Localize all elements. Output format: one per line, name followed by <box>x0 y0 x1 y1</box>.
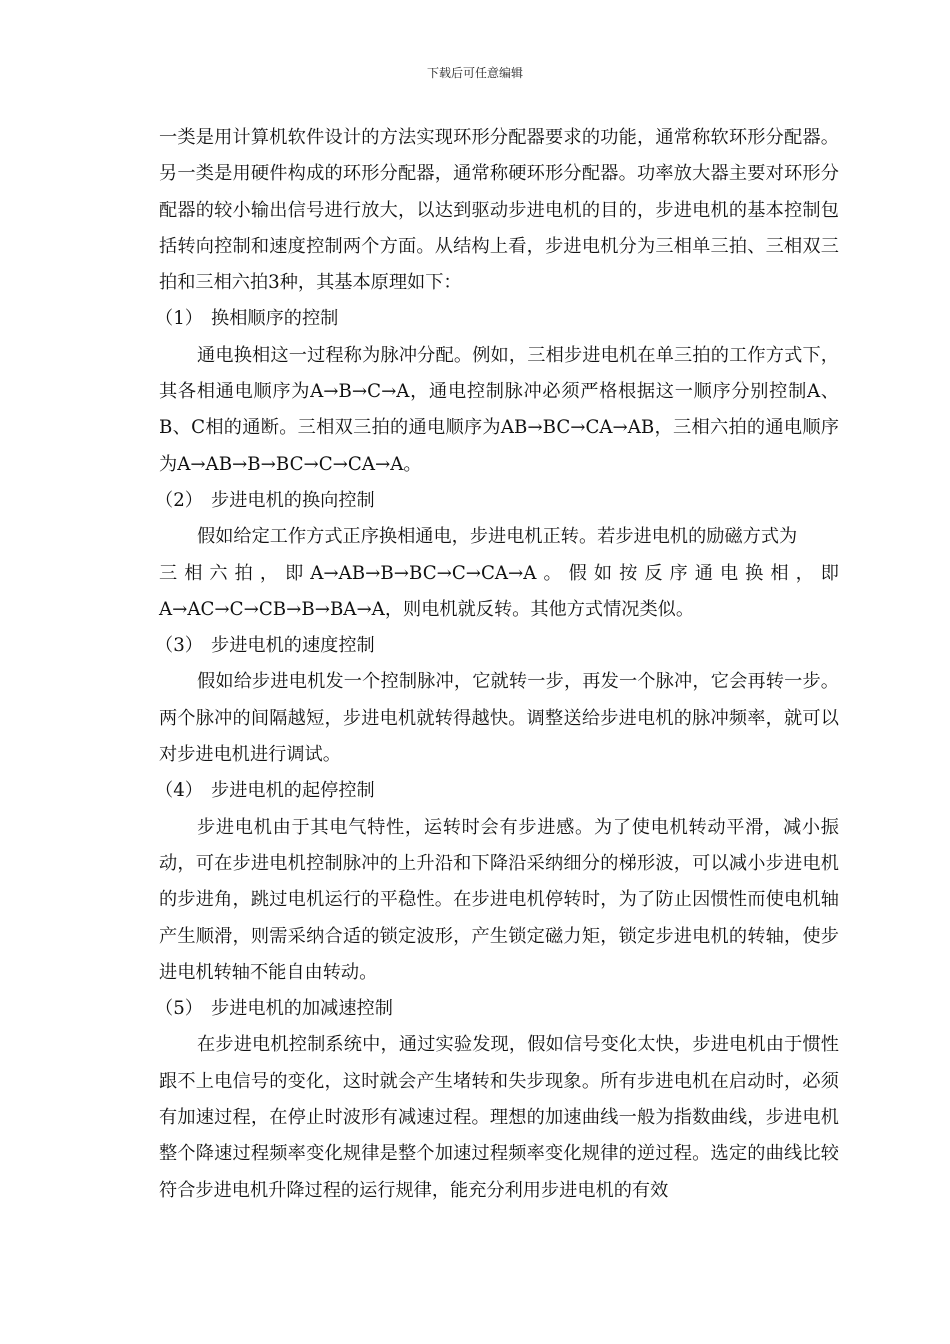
section-paragraph-2-line-3: A→AC→C→CB→B→BA→A，则电机就反转。其他方式情况类似。 <box>159 598 695 620</box>
section-number: （5） <box>155 998 203 1020</box>
section-title: 步进电机的速度控制 <box>211 635 375 657</box>
section-paragraph-1: 通电换相这一过程称为脉冲分配。例如，三相步进电机在单三拍的工作方式下，其各相通电顺序为A→B→C→A，通电控制脉冲必须严格根据这一顺序分别控制A、B、C相的通断。三相双三拍的通电顺序为AB→BC→CA→AB，三相六拍的通电顺序为A→AB→B→BC→C→CA→A。 <box>159 344 839 475</box>
section-heading-2 <box>155 483 839 519</box>
document-body <box>155 120 839 1209</box>
intro-paragraph: 一类是用计算机软件设计的方法实现环形分配器要求的功能，通常称软环形分配器。另一类是用硬件构成的环形分配器，通常称硬环形分配器。功率放大器主要对环形分配器的较小输出信号进行放大，以达到驱动步进电机的目的，步进电机的基本控制包括转向控制和速度控制两个方面。从结构上看，步进电机分为三相单三拍、三相双三拍和三相六拍3种，其基本原理如下： <box>159 127 839 294</box>
section-title: 换相顺序的控制 <box>211 308 339 330</box>
section-paragraph-5: 在步进电机控制系统中，通过实验发现，假如信号变化太快，步进电机由于惯性跟不上电信号的变化，这时就会产生堵转和失步现象。所有步进电机在启动时，必须有加速过程，在停止时波形有减速过程。理想的加速曲线一般为指数曲线，步进电机整个降速过程频率变化规律是整个加速过程频率变化规律的逆过程。选定的曲线比较符合步进电机升降过程的运行规律，能充分利用步进电机的有效 <box>159 1034 839 1201</box>
section-title: 步进电机的起停控制 <box>211 780 375 802</box>
section-title: 步进电机的加减速控制 <box>211 998 393 1020</box>
section-paragraph-4: 步进电机由于其电气特性，运转时会有步进感。为了使电机转动平滑，减小振动，可在步进电机控制脉冲的上升沿和下降沿采纳细分的梯形波，可以减小步进电机的步进角，跳过电机运行的平稳性。在步进电机停转时，为了防止因惯性而使电机轴产生顺滑，则需采纳合适的锁定波形，产生锁定磁力矩，锁定步进电机的转轴，使步进电机转轴不能自由转动。 <box>159 816 839 983</box>
page-header: 下载后可任意编辑 <box>426 66 523 80</box>
section-heading-5 <box>155 991 839 1027</box>
section-number: （2） <box>155 489 203 511</box>
section-title: 步进电机的换向控制 <box>211 489 375 511</box>
section-heading-1 <box>155 301 839 337</box>
section-number: （1） <box>155 308 203 330</box>
section-heading-3 <box>155 628 839 664</box>
section-number: （4） <box>155 780 203 802</box>
section-paragraph-2-line-1: 假如给定工作方式正序换相通电，步进电机正转。若步进电机的励磁方式为 <box>197 526 798 548</box>
section-heading-4 <box>155 773 839 809</box>
section-paragraph-2-line-2: 三相六拍，即A→AB→B→BC→C→CA→A。假如按反序通电换相，即 <box>159 562 839 584</box>
section-number: （3） <box>155 635 203 657</box>
section-paragraph-3: 假如给步进电机发一个控制脉冲，它就转一步，再发一个脉冲，它会再转一步。两个脉冲的间隔越短，步进电机就转得越快。调整送给步进电机的脉冲频率，就可以对步进电机进行调试。 <box>159 671 839 766</box>
